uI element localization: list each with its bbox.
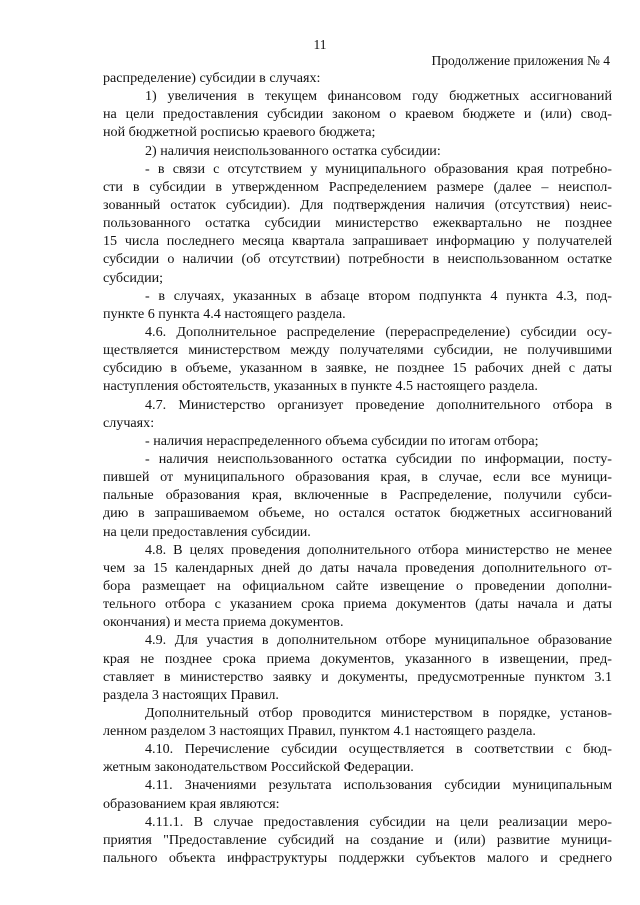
text-line: субсидию в объеме, указанном в заявке, не позднее 15 рабочих дней с даты bbox=[103, 360, 612, 377]
paragraph bbox=[103, 813, 612, 867]
text-line: на цели предоставления субсидии. bbox=[103, 523, 311, 540]
document-body bbox=[103, 69, 612, 867]
page-number: 11 bbox=[313, 37, 327, 52]
text-line: субсидии о наличии (об отсутствии) потребности в неиспользованном остатке bbox=[103, 251, 612, 268]
text-line: образованием края являются: bbox=[103, 795, 280, 812]
text-line: 4.11.1. В случае предоставления субсидии на цели реализации меро- bbox=[145, 813, 612, 830]
paragraph bbox=[103, 69, 612, 87]
text-line: случаях: bbox=[103, 414, 155, 431]
text-line: зованный остаток субсидии). Для подтверждения наличия (отсутствия) неис- bbox=[103, 196, 612, 213]
text-line: 4.11. Значениями результата использования субсидии муниципальным bbox=[145, 777, 612, 794]
paragraph bbox=[103, 631, 612, 704]
text-line: ной бюджетной росписью краевого бюджета; bbox=[103, 124, 376, 141]
text-line: тельного отбора с указанием срока приема документов (даты начала и даты bbox=[103, 596, 612, 613]
text-line: пользованного остатка субсидии министерство ежеквартально не позднее bbox=[103, 215, 612, 232]
text-line: субсидии; bbox=[103, 269, 164, 286]
text-line: - в случаях, указанных в абзаце втором подпункта 4 пункта 4.3, под- bbox=[145, 287, 612, 304]
paragraph bbox=[103, 450, 612, 541]
paragraph bbox=[103, 704, 612, 740]
text-line: распределение) субсидии в случаях: bbox=[103, 70, 321, 86]
paragraph bbox=[103, 87, 612, 141]
text-line: края не позднее срока приема документов, указанного в извещении, пред- bbox=[103, 650, 612, 667]
paragraph bbox=[103, 142, 612, 160]
text-line: жетным законодательством Российской Федерации. bbox=[103, 759, 414, 776]
text-line: - наличия нераспределенного объема субсидии по итогам отбора; bbox=[145, 432, 539, 449]
text-line: - в связи с отсутствием у муниципального образования края потребно- bbox=[145, 160, 612, 177]
text-line: приятия "Предоставление субсидий на создание и (или) развитие муници- bbox=[103, 831, 612, 848]
text-line: пальные образования края, включенные в Распределение, получили субси- bbox=[103, 487, 612, 504]
text-line: ставляет в министерство заявку и документы, предусмотренные пунктом 3.1 bbox=[103, 668, 612, 685]
text-line: окончания) и места приема документов. bbox=[103, 614, 344, 631]
paragraph bbox=[103, 160, 612, 287]
text-line: 1) увеличения в текущем финансовом году бюджетных ассигнований bbox=[145, 88, 612, 105]
paragraph bbox=[103, 287, 612, 323]
appendix-continuation-header: Продолжение приложения № 4 bbox=[431, 53, 610, 68]
paragraph bbox=[103, 541, 612, 632]
text-line: 4.10. Перечисление субсидии осуществляется в соответствии с бюд- bbox=[145, 741, 612, 758]
text-line: сти в субсидии в утвержденном Распределением размере (далее – неиспол- bbox=[103, 178, 612, 195]
text-line: дию в запрашиваемом объеме, но остался остаток бюджетных ассигнований bbox=[103, 505, 612, 522]
text-line: 4.8. В целях проведения дополнительного отбора министерство не менее bbox=[145, 541, 612, 558]
text-line: раздела 3 настоящих Правил. bbox=[103, 686, 279, 703]
text-line: 4.7. Министерство организует проведение дополнительного отбора в bbox=[145, 396, 612, 413]
text-line: наступления обстоятельств, указанных в пункте 4.5 настоящего раздела. bbox=[103, 378, 538, 395]
text-line: пального объекта инфраструктуры поддержки субъектов малого и среднего bbox=[103, 850, 612, 867]
text-line: 4.6. Дополнительное распределение (перераспределение) субсидии осу- bbox=[145, 323, 612, 340]
text-line: ленном разделом 3 настоящих Правил, пунктом 4.1 настоящего раздела. bbox=[103, 723, 536, 740]
paragraph bbox=[103, 776, 612, 812]
paragraph bbox=[103, 396, 612, 432]
text-line: на цели предоставления субсидии законом о краевом бюджете и (или) свод- bbox=[103, 106, 612, 123]
text-line: 4.9. Для участия в дополнительном отборе муниципальное образование bbox=[145, 632, 612, 649]
text-line: - наличия неиспользованного остатка субсидии по информации, посту- bbox=[145, 450, 612, 467]
text-line: бора размещает на официальном сайте извещение о проведении дополни- bbox=[103, 577, 612, 594]
text-line: 2) наличия неиспользованного остатка субсидии: bbox=[145, 142, 441, 159]
text-line: пившей от муниципального образования края, в случае, если все муници- bbox=[103, 469, 612, 486]
paragraph bbox=[103, 740, 612, 776]
paragraph bbox=[103, 432, 612, 450]
text-line: Дополнительный отбор проводится министерством в порядке, установ- bbox=[145, 704, 612, 721]
text-line: чем за 15 календарных дней до даты начала проведения дополнительного от- bbox=[103, 559, 612, 576]
text-line: ществляется министерством между получателями субсидии, не получившими bbox=[103, 342, 612, 359]
text-line: пункте 6 пункта 4.4 настоящего раздела. bbox=[103, 305, 346, 322]
text-line: 15 числа последнего месяца квартала запрашивает информацию у получателей bbox=[103, 233, 612, 250]
paragraph bbox=[103, 323, 612, 396]
